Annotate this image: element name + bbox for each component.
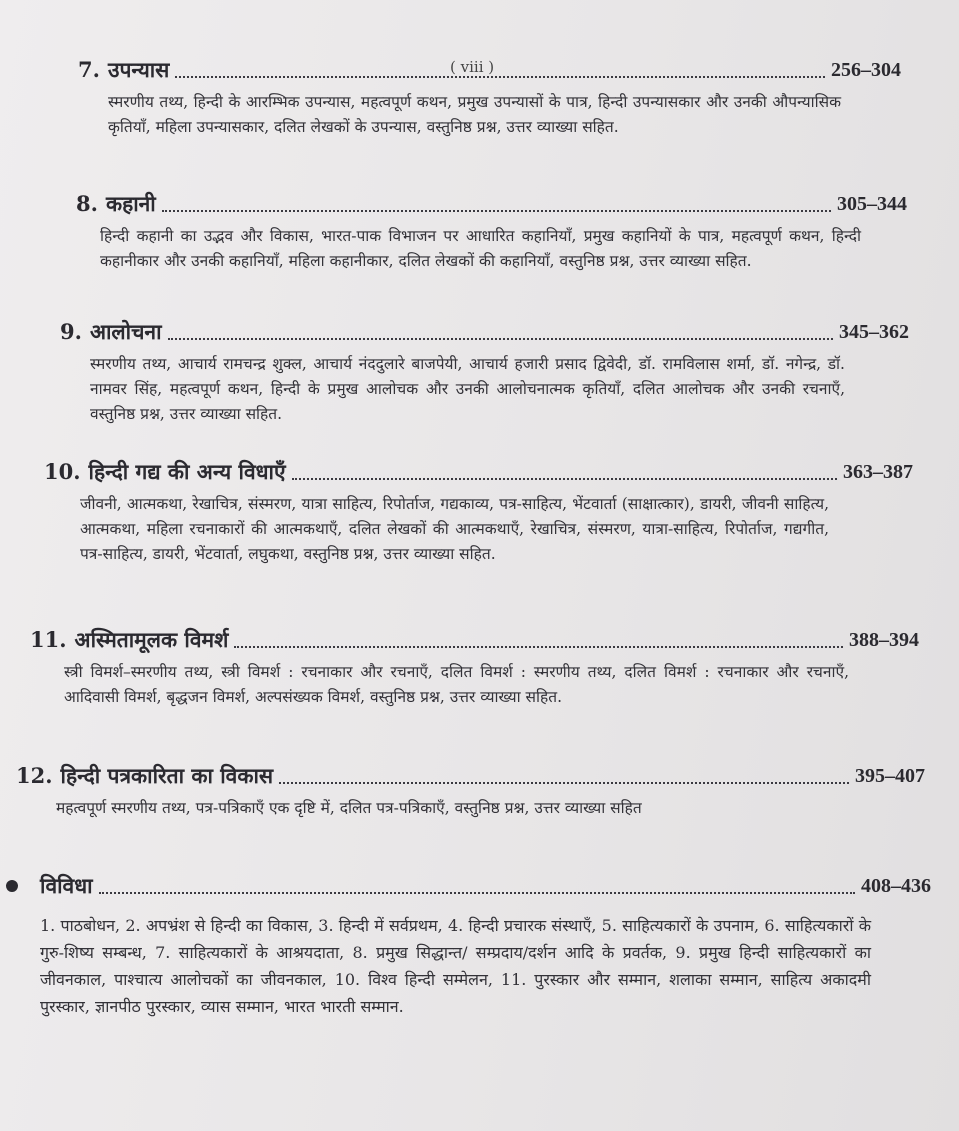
entry-number: 9. bbox=[60, 319, 82, 344]
entry-number: 7. bbox=[78, 57, 100, 82]
entry-description: स्मरणीय तथ्य, हिन्दी के आरम्भिक उपन्यास, महत्वपूर्ण कथन, प्रमुख उपन्यासों के पात्र, हिन्दी उपन्यासकार और उनकी औपन्यासिक कृतियाँ, महिला उपन्यासकार, दलित लेखकों के उपन्यास, वस्तुनिष्ठ प्रश्न, उत्तर व्याख्या सहित. bbox=[108, 93, 841, 136]
entry-description: 1. पाठबोधन, 2. अपभ्रंश से हिन्दी का विकास, 3. हिन्दी में सर्वप्रथम, 4. हिन्दी प्रचारक संस्थाएँ, 5. साहित्यकारों के उपनाम, 6. साहित्यकारों के गुरु-शिष्य सम्बन्ध, 7. साहित्यकारों के आश्रयदाता, 8. प्रमुख सिद्धान्त/ सम्प्रदाय/दर्शन आदि के प्रवर्तक, 9. प्रमुख हिन्दी साहित्यकारों का जीवनकाल, पाश्चात्य आलोचकों का जीवनकाल, 10. विश्व हिन्दी सम्मेलन, 11. पुरस्कार और सम्मान, शलाका सम्मान, साहित्य अकादमी पुरस्कार, ज्ञानपीठ पुरस्कार, व्यास सम्मान, भारत भारती सम्मान. bbox=[40, 916, 871, 1016]
toc-entry-heading bbox=[78, 56, 901, 84]
toc-entry-7 bbox=[78, 56, 901, 140]
entry-page-range: 363–387 bbox=[843, 461, 913, 483]
toc-entry-10 bbox=[44, 458, 913, 567]
toc-entry-heading bbox=[76, 190, 907, 218]
entry-number: 11. bbox=[30, 627, 67, 652]
toc-entry-12 bbox=[16, 762, 925, 821]
entry-page-range: 395–407 bbox=[855, 765, 925, 787]
entry-page-range: 345–362 bbox=[839, 321, 909, 343]
toc-entry-vividha bbox=[6, 872, 931, 1020]
entry-page-range: 388–394 bbox=[849, 629, 919, 651]
dot-leader bbox=[162, 209, 831, 212]
entry-title: विविधा bbox=[40, 873, 93, 898]
dot-leader bbox=[234, 645, 843, 648]
entry-description: स्मरणीय तथ्य, आचार्य रामचन्द्र शुक्ल, आचार्य नंददुलारे बाजपेयी, आचार्य हजारी प्रसाद द्विवेदी, डॉ. रामविलास शर्मा, डॉ. नगेन्द्र, डॉ. नामवर सिंह, महत्वपूर्ण कथन, हिन्दी के प्रमुख आलोचक और उनकी आलोचनात्मक कृतियाँ, दलित आलोचक और उनकी रचनाएँ, वस्तुनिष्ठ प्रश्न, उत्तर व्याख्या सहित. bbox=[90, 355, 845, 423]
dot-leader bbox=[279, 781, 849, 784]
entry-page-range: 256–304 bbox=[831, 59, 901, 81]
entry-description: जीवनी, आत्मकथा, रेखाचित्र, संस्मरण, यात्रा साहित्य, रिपोर्ताज, गद्यकाव्य, पत्र-साहित्य, भेंटवार्ता (साक्षात्कार), डायरी, जीवनी साहित्य, आत्मकथा, महिला रचनाकारों की आत्मकथाएँ, दलित लेखकों की आत्मकथाएँ, रेखाचित्र, संस्मरण, यात्रा-साहित्य, रिपोर्ताज, गद्यगीत, पत्र-साहित्य, डायरी, भेंटवार्ता, लघुकथा, वस्तुनिष्ठ प्रश्न, उत्तर व्याख्या सहित. bbox=[80, 495, 829, 563]
entry-description: हिन्दी कहानी का उद्भव और विकास, भारत-पाक विभाजन पर आधारित कहानियाँ, प्रमुख कहानियों के पात्र, महत्वपूर्ण कथन, हिन्दी कहानीकार और उनकी कहानियाँ, महिला कहानीकार, दलित लेखकों की कहानियाँ, वस्तुनिष्ठ प्रश्न, उत्तर व्याख्या सहित. bbox=[100, 227, 861, 270]
toc-entry-heading bbox=[44, 458, 913, 486]
dot-leader bbox=[175, 75, 825, 78]
dot-leader bbox=[292, 477, 837, 480]
toc-entry-heading bbox=[30, 626, 919, 654]
entry-description: महत्वपूर्ण स्मरणीय तथ्य, पत्र-पत्रिकाएँ एक दृष्टि में, दलित पत्र-पत्रिकाएँ, वस्तुनिष्ठ प्रश्न, उत्तर व्याख्या सहित bbox=[56, 799, 642, 817]
entry-description: स्त्री विमर्श–स्मरणीय तथ्य, स्त्री विमर्श : रचनाकार और रचनाएँ, दलित विमर्श : स्मरणीय तथ्य, दलित विमर्श : रचनाकार और रचनाएँ, आदिवासी विमर्श, बृद्धजन विमर्श, अल्पसंख्यक विमर्श, वस्तुनिष्ठ प्रश्न, उत्तर व्याख्या सहित. bbox=[64, 663, 849, 706]
entry-title: आलोचना bbox=[89, 319, 162, 344]
entry-number: 8. bbox=[76, 191, 98, 216]
dot-leader bbox=[99, 891, 855, 894]
toc-entry-9 bbox=[60, 318, 909, 427]
toc-entry-heading bbox=[6, 872, 931, 900]
toc-entry-heading bbox=[16, 762, 925, 790]
dot-leader bbox=[168, 337, 833, 340]
bullet-dot-icon bbox=[6, 880, 18, 892]
entry-number: 10. bbox=[44, 459, 81, 484]
entry-title: हिन्दी गद्य की अन्य विधाएँ bbox=[88, 459, 286, 484]
page-number: ( viii ) bbox=[450, 58, 495, 76]
toc-entry-11 bbox=[30, 626, 919, 710]
entry-title: उपन्यास bbox=[107, 57, 170, 82]
entry-title: कहानी bbox=[105, 191, 156, 216]
toc-entry-8 bbox=[76, 190, 907, 274]
entry-title: अस्मितामूलक विमर्श bbox=[74, 627, 229, 652]
entry-title: हिन्दी पत्रकारिता का विकास bbox=[60, 763, 274, 788]
entry-number: 12. bbox=[16, 763, 53, 788]
toc-entry-heading bbox=[60, 318, 909, 346]
entry-page-range: 408–436 bbox=[861, 875, 931, 897]
entry-page-range: 305–344 bbox=[837, 193, 907, 215]
